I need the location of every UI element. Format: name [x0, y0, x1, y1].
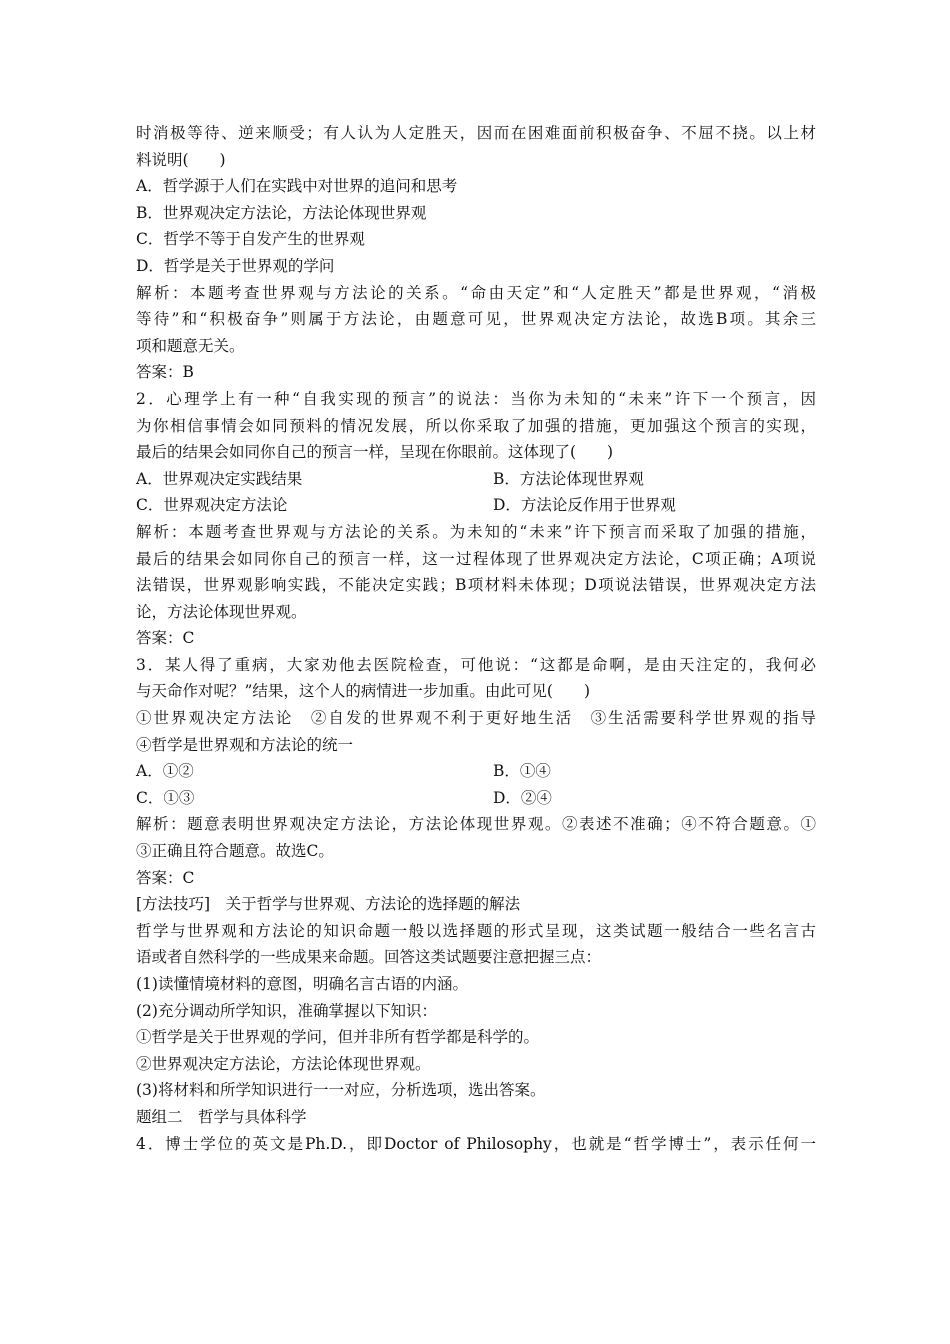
options-row	[136, 758, 816, 785]
question-line: 4．博士学位的英文是Ph.D.，即Doctor of Philosophy，也就是“哲学博士”，表示任何一	[136, 1134, 816, 1153]
option-b: B．①④	[493, 762, 551, 781]
analysis-line: 解析：题意表明世界观决定方法论，方法论体现世界观。②表述不准确；④不符合题意。①	[136, 815, 816, 834]
question-line: 与天命作对呢？”结果，这个人的病情进一步加重。由此可见( )	[136, 682, 591, 701]
option-d: D．哲学是关于世界观的学问	[136, 256, 335, 275]
answer-line: 答案：B	[136, 363, 194, 382]
analysis-line: ③正确且符合题意。故选C。	[136, 842, 334, 861]
option-d: D．方法论反作用于世界观	[493, 496, 676, 515]
method-text: ①哲学是关于世界观的学问，但并非所有哲学都是科学的。	[136, 1028, 540, 1047]
analysis-line: 解析：本题考查世界观与方法论的关系。“命由天定”和“人定胜天”都是世界观，“消极	[136, 283, 816, 302]
analysis-line: 项和题意无关。	[136, 336, 245, 355]
options-row	[136, 492, 816, 519]
option-d: D．②④	[493, 788, 552, 807]
options-row	[136, 785, 816, 812]
option-a: A．①②	[136, 762, 194, 781]
method-text: (3)将材料和所学知识进行一一对应，分析选项，选出答案。	[136, 1081, 546, 1100]
section-heading: 题组二 哲学与具体科学	[136, 1107, 307, 1126]
option-b: B．世界观决定方法论，方法论体现世界观	[136, 203, 427, 222]
option-c: C．①③	[136, 788, 195, 807]
method-text: 语或者自然科学的一些成果来命题。回答这类试题要注意把握三点：	[136, 948, 602, 967]
analysis-line: 法错误，世界观影响实践，不能决定实践；B项材料未体现；D项说法错误，世界观决定方法	[136, 576, 816, 595]
answer-line: 答案：C	[136, 629, 195, 648]
option-a: A．世界观决定实践结果	[136, 469, 303, 488]
question-line: 3．某人得了重病，大家劝他去医院检查，可他说：“这都是命啊，是由天注定的，我何必	[136, 655, 816, 674]
option-c: C．世界观决定方法论	[136, 496, 288, 515]
question-line: 最后的结果会如同你自己的预言一样，呈现在你眼前。这体现了( )	[136, 443, 614, 462]
text-line: 料说明( )	[136, 150, 226, 169]
analysis-line: 等待”和“积极奋争”则属于方法论，由题意可见，世界观决定方法论，故选B项。其余三	[136, 310, 816, 329]
method-text: 哲学与世界观和方法论的知识命题一般以选择题的形式呈现，这类试题一般结合一些名言古	[136, 921, 816, 940]
option-b: B．方法论体现世界观	[493, 469, 644, 488]
option-c: C．哲学不等于自发产生的世界观	[136, 230, 365, 249]
question-line: 2．心理学上有一种“自我实现的预言”的说法：当你为未知的“未来”许下一个预言，因	[136, 389, 816, 408]
analysis-line: 最后的结果会如同你自己的预言一样，这一过程体现了世界观决定方法论，C项正确；A项说	[136, 549, 816, 568]
option-a: A．哲学源于人们在实践中对世界的追问和思考	[136, 177, 458, 196]
method-text: ②世界观决定方法论，方法论体现世界观。	[136, 1054, 431, 1073]
statements-line: ④哲学是世界观和方法论的统一	[136, 735, 354, 754]
statements-line: ①世界观决定方法论 ②自发的世界观不利于更好地生活 ③生活需要科学世界观的指导	[136, 709, 816, 728]
analysis-line: 论，方法论体现世界观。	[136, 602, 307, 621]
method-heading: [方法技巧] 关于哲学与世界观、方法论的选择题的解法	[136, 895, 521, 914]
method-text: (1)读懂情境材料的意图，明确名言古语的内涵。	[136, 975, 468, 993]
method-text: (2)充分调动所学知识，准确掌握以下知识：	[136, 1001, 437, 1020]
analysis-line: 解析：本题考查世界观与方法论的关系。为未知的“未来”许下预言而采取了加强的措施，	[136, 522, 816, 541]
text-line: 时消极等待、逆来顺受；有人认为人定胜天，因而在困难面前积极奋争、不屈不挠。以上材	[136, 124, 816, 142]
options-row	[136, 466, 816, 493]
document-page	[136, 120, 816, 1157]
answer-line: 答案：C	[136, 868, 195, 887]
question-line: 为你相信事情会如同预料的情况发展，所以你采取了加强的措施，更加强这个预言的实现，	[136, 416, 816, 435]
